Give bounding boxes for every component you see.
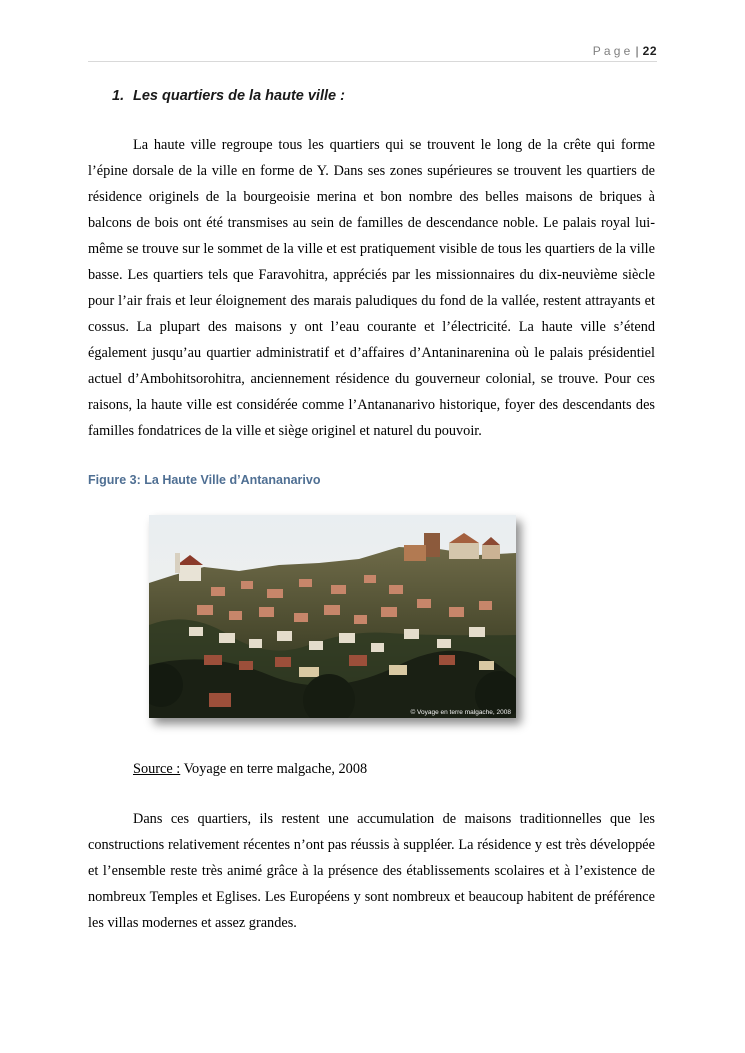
photo-watermark: © Voyage en terre malgache, 2008 <box>410 709 511 716</box>
page-label: Page <box>592 44 634 58</box>
paragraph-1: La haute ville regroupe tous les quartiers qui se trouvent le long de la crête qui forme l’épine dorsale de la ville en forme de Y. Dans ses zones supérieures se trouvent les quartiers de résidence originels de la bourgeoisie merina et bon nombre des belles maisons de briques à balcons de bois ont été transmises au sein de familles de descendance noble. Le palais royal lui-même se trouve sur le sommet de la ville et est pratiquement visible de tous les quartiers de la ville basse. Les quartiers tels que Faravohitra, appréciés par les missionnaires du dix-neuvième siècle pour l’air frais et leur éloignement des marais paludiques du fond de la vallée, restent attrayants et cossus. La plupart des maisons y ont l’eau courante et l’électricité. La haute ville s’étend également jusqu’au quartier administratif et d’affaires d’Antaninarenina où le palais présidentiel actuel d’Ambohitsorohitra, anciennement résidence du gouverneur colonial, se trouve. Pour ces raisons, la haute ville est considérée comme l’Antananarivo historique, foyer des descendants des familles fondatrices de la ville et siège originel et naturel du pouvoir. <box>88 137 655 439</box>
section-title: Les quartiers de la haute ville : <box>133 88 345 104</box>
source-label: Source : <box>133 761 181 777</box>
figure-source <box>133 756 367 782</box>
header-separator: | <box>635 44 639 58</box>
source-text: Voyage en terre malgache, 2008 <box>183 761 368 777</box>
section-number: 1. <box>112 88 125 104</box>
page-header <box>593 44 657 58</box>
page-number: 22 <box>642 44 657 58</box>
paragraph-2: Dans ces quartiers, ils restent une accumulation de maisons traditionnelles que les constructions relativement récentes n’ont pas réussis à suppléer. La résidence y est très développée et l’ensemble reste très animé grâce à la présence des établissements scolaires et à l’existence de nombreux Temples et Eglises. Les Européens y sont nombreux et beaucoup habitent de préférence les villas modernes et assez grandes. <box>88 811 655 931</box>
figure-photo <box>149 515 516 718</box>
figure-caption: Figure 3: La Haute Ville d’Antananarivo <box>88 473 321 487</box>
header-divider <box>88 61 657 62</box>
section-heading <box>112 88 345 104</box>
haute-ville-photo <box>149 515 516 718</box>
